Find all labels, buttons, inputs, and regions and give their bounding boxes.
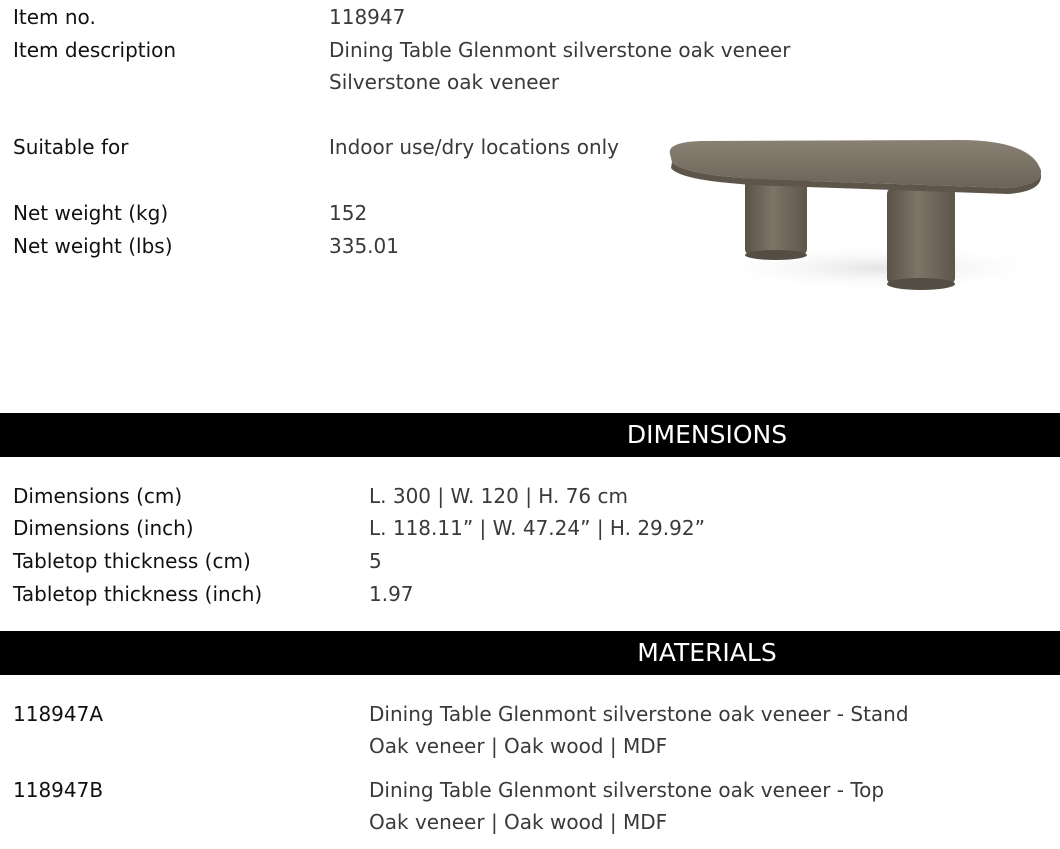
tabletop-thickness-inch-value: 1.97 [369,582,414,606]
net-weight-lbs-value: 335.01 [329,234,399,258]
net-weight-kg-label: Net weight (kg) [13,201,169,225]
suitable-for-value: Indoor use/dry locations only [329,135,620,159]
material-description: Dining Table Glenmont silverstone oak veneer - Top [369,778,885,802]
tabletop-thickness-inch-label: Tabletop thickness (inch) [13,582,263,606]
dining-table-image [660,128,1052,293]
dimensions-inch-value: L. 118.11” | W. 47.24” | H. 29.92” [369,516,705,540]
net-weight-kg-value: 152 [329,201,368,225]
material-code: 118947B [13,778,104,802]
tabletop-thickness-cm-label: Tabletop thickness (cm) [13,549,251,573]
net-weight-lbs-label: Net weight (lbs) [13,234,173,258]
item-description-label: Item description [13,38,177,62]
dimensions-heading-band [0,413,1060,457]
item-description-line2: Silverstone oak veneer [329,70,560,94]
material-composition: Oak veneer | Oak wood | MDF [369,734,668,758]
material-composition: Oak veneer | Oak wood | MDF [369,810,668,834]
suitable-for-label: Suitable for [13,135,129,159]
table-leg-right [887,188,955,284]
dimensions-heading: DIMENSIONS [626,420,788,449]
item-no-label: Item no. [13,5,96,29]
dimensions-cm-label: Dimensions (cm) [13,484,183,508]
material-description: Dining Table Glenmont silverstone oak veneer - Stand [369,702,909,726]
materials-heading-band [0,631,1060,675]
materials-heading: MATERIALS [637,638,777,667]
tabletop-thickness-cm-value: 5 [369,549,382,573]
material-code: 118947A [13,702,104,726]
item-description-line1: Dining Table Glenmont silverstone oak veneer [329,38,791,62]
dimensions-inch-label: Dimensions (inch) [13,516,194,540]
dimensions-cm-value: L. 300 | W. 120 | H. 76 cm [369,484,628,508]
item-no-value: 118947 [329,5,406,29]
